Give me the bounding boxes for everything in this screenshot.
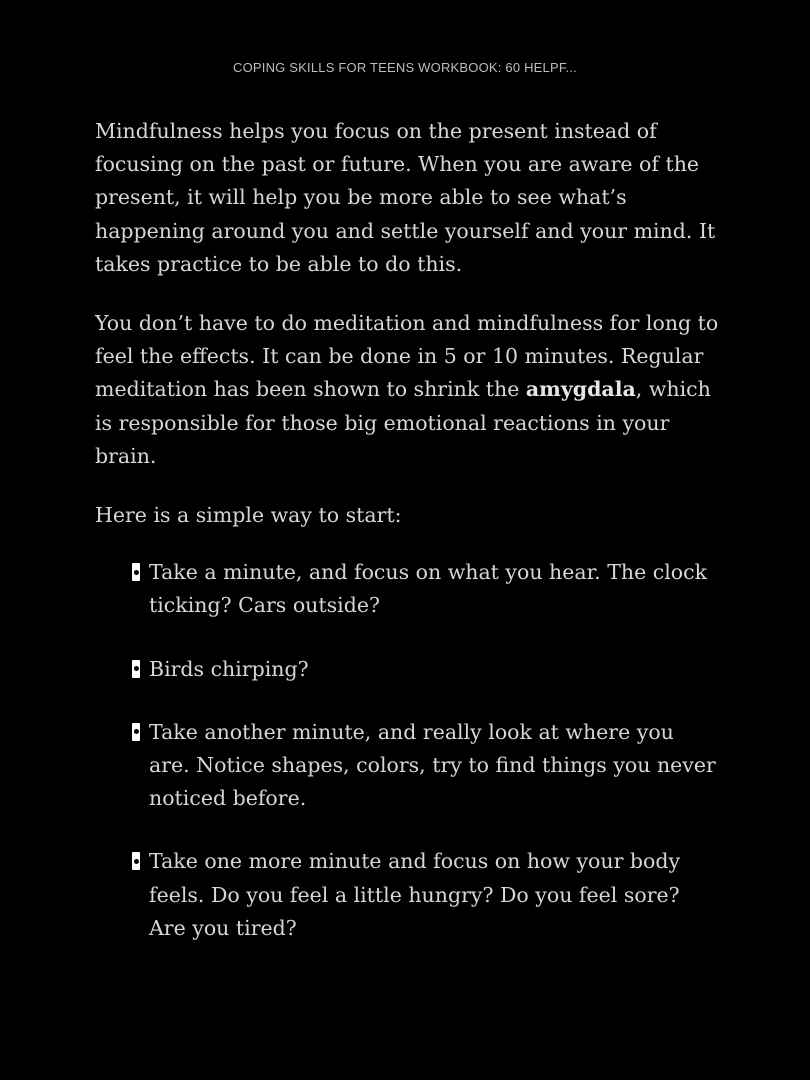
paragraph-meditation [95,307,720,473]
paragraph-intro-steps: Here is a simple way to start: [95,503,402,528]
paragraph-meditation-text-end: , which is responsible for those big emotional reactions in your brain. [95,377,711,468]
list-item [95,716,720,816]
steps-list [95,556,720,945]
list-item-text: Take a minute, and focus on what you hear. The clock ticking? Cars outside? [149,560,708,618]
bullet-icon [132,852,140,870]
bullet-icon [132,660,140,678]
list-item [95,653,720,686]
book-title-header: COPING SKILLS FOR TEENS WORKBOOK: 60 HELPF... [233,60,577,75]
bold-term-amygdala: amygdala [525,377,636,402]
paragraph-mindfulness: Mindfulness helps you focus on the present instead of focusing on the past or future. When you are aware of the present, it will help you be more able to see what’s happening around you and settle yourself and your mind. It takes practice to be able to do this. [95,119,716,276]
list-item-text: Take one more minute and focus on how your body feels. Do you feel a little hungry? Do you feel sore? Are you tired? [149,849,681,940]
list-item-text: Take another minute, and really look at where you are. Notice shapes, colors, try to find things you never noticed before. [149,719,716,811]
paragraph-meditation-text-start: You don’t have to do meditation and mindfulness for long to feel the effects. It can be done in 5 or 10 minutes. Regular meditation has been shown to shrink the [95,311,719,402]
list-item [95,556,720,622]
list-item-text: Birds chirping? [149,656,309,681]
list-item [95,845,720,945]
reading-content [95,115,720,975]
bullet-icon [132,723,140,741]
bullet-icon [132,563,140,581]
